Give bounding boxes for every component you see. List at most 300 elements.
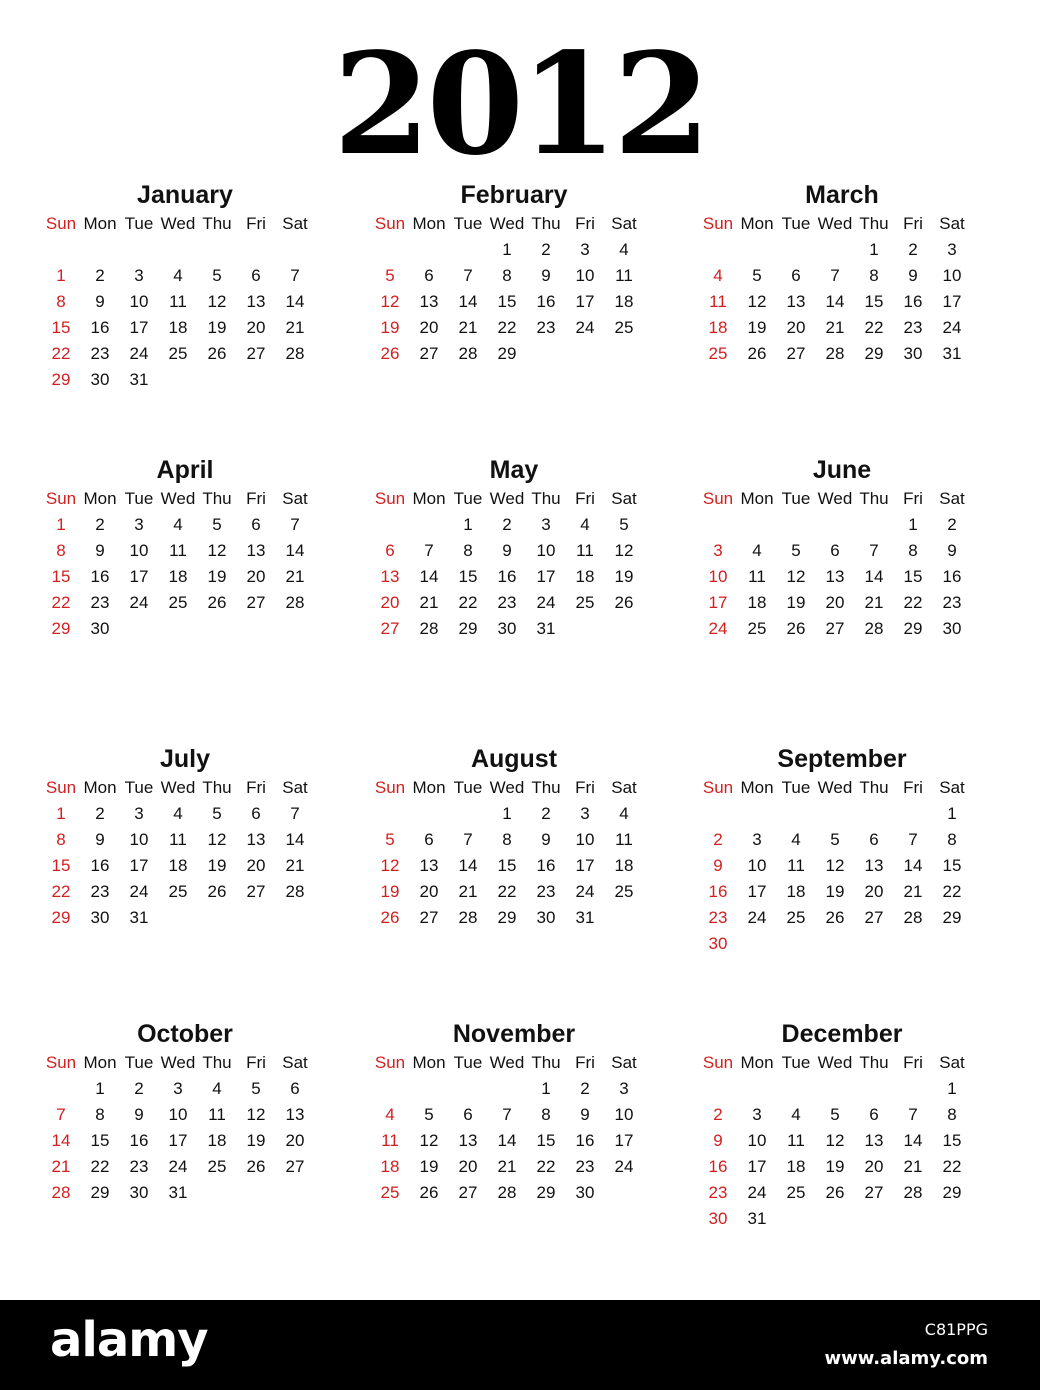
day-cell: 11 <box>709 292 727 311</box>
day-cell: 7 <box>908 1105 918 1124</box>
weekday-label: Sat <box>939 489 965 508</box>
weekday-label: Fri <box>575 778 595 797</box>
day-cell: 9 <box>580 1105 590 1124</box>
day-cell: 2 <box>541 804 551 823</box>
day-cell: 20 <box>246 318 266 337</box>
day-cell: 30 <box>708 1209 728 1228</box>
day-cell: 8 <box>56 830 66 849</box>
day-cell: 21 <box>497 1157 517 1176</box>
week-row <box>702 931 982 957</box>
day-cell: 31 <box>129 908 149 927</box>
week-row <box>45 827 325 853</box>
weekday-header <box>45 486 325 512</box>
day-cell: 28 <box>864 619 884 638</box>
day-cell: 3 <box>947 240 957 259</box>
day-cell: 14 <box>458 292 478 311</box>
week-row <box>374 315 654 341</box>
day-cell: 11 <box>787 856 805 875</box>
weekday-label: Sun <box>374 778 406 797</box>
day-cell: 8 <box>56 292 66 311</box>
day-cell: 9 <box>95 292 105 311</box>
day-cell: 1 <box>947 1079 957 1098</box>
day-cell: 17 <box>536 567 556 586</box>
weekday-label: Fri <box>575 489 595 508</box>
day-cell: 25 <box>708 344 728 363</box>
weekday-label: Thu <box>859 778 889 797</box>
day-cell: 16 <box>90 856 110 875</box>
day-cell: 15 <box>497 292 517 311</box>
weekday-label: Wed <box>160 214 196 233</box>
weekday-label: Sun <box>45 214 77 233</box>
day-cell: 28 <box>497 1183 517 1202</box>
watermark-bar <box>0 1300 1040 1390</box>
alamy-logo: alamy <box>50 1312 208 1368</box>
day-cell: 15 <box>497 856 517 875</box>
month-name: June <box>812 456 872 484</box>
weekday-label: Sat <box>282 778 308 797</box>
weekday-label: Fri <box>903 778 923 797</box>
day-cell: 11 <box>787 1131 805 1150</box>
day-cell: 16 <box>497 567 517 586</box>
weekday-header <box>374 1050 654 1076</box>
day-cell: 9 <box>134 1105 144 1124</box>
day-cell: 14 <box>497 1131 517 1150</box>
week-row <box>45 1154 325 1180</box>
weekday-label: Fri <box>903 214 923 233</box>
day-cell: 17 <box>747 1157 767 1176</box>
month-name: March <box>805 181 879 209</box>
week-row <box>374 1102 654 1128</box>
weekday-label: Fri <box>246 214 266 233</box>
week-row <box>45 1076 325 1102</box>
day-cell: 8 <box>56 541 66 560</box>
day-cell: 6 <box>290 1079 300 1098</box>
week-row <box>45 341 325 367</box>
day-cell: 10 <box>708 567 728 586</box>
week-row <box>45 1128 325 1154</box>
day-cell: 30 <box>90 619 110 638</box>
weekday-label: Sat <box>939 778 965 797</box>
day-cell: 14 <box>903 1131 923 1150</box>
day-cell: 21 <box>285 567 305 586</box>
weekday-label: Sat <box>282 489 308 508</box>
day-cell: 10 <box>942 266 962 285</box>
week-row <box>702 1180 982 1206</box>
week-row <box>702 237 982 263</box>
day-cell: 17 <box>575 292 595 311</box>
weekday-label: Tue <box>781 778 811 797</box>
day-cell: 29 <box>497 344 517 363</box>
day-cell: 30 <box>497 619 517 638</box>
day-cell: 15 <box>51 856 71 875</box>
day-cell: 8 <box>869 266 879 285</box>
weekday-label: Thu <box>531 1053 561 1072</box>
day-cell: 29 <box>903 619 923 638</box>
day-cell: 6 <box>869 830 879 849</box>
day-cell: 26 <box>825 908 845 927</box>
weekday-label: Tue <box>781 214 811 233</box>
day-cell: 23 <box>90 593 110 612</box>
weekday-label: Mon <box>412 214 446 233</box>
day-cell: 5 <box>424 1105 434 1124</box>
day-cell: 8 <box>95 1105 105 1124</box>
day-cell: 28 <box>51 1183 71 1202</box>
week-row <box>45 616 325 642</box>
day-cell: 26 <box>380 908 400 927</box>
weekday-label: Thu <box>531 778 561 797</box>
day-cell: 14 <box>285 830 305 849</box>
day-cell: 29 <box>51 370 71 389</box>
weekday-label: Tue <box>124 778 154 797</box>
day-cell: 3 <box>619 1079 629 1098</box>
day-cell: 2 <box>95 804 105 823</box>
day-cell: 9 <box>713 856 723 875</box>
day-cell: 16 <box>536 856 556 875</box>
day-cell: 12 <box>207 292 227 311</box>
day-cell: 22 <box>497 882 517 901</box>
day-cell: 29 <box>864 344 884 363</box>
day-cell: 25 <box>614 318 634 337</box>
week-row <box>374 827 654 853</box>
day-cell: 30 <box>90 370 110 389</box>
day-cell: 2 <box>908 240 918 259</box>
day-cell: 7 <box>56 1105 66 1124</box>
day-cell: 12 <box>786 567 806 586</box>
day-cell: 29 <box>90 1183 110 1202</box>
day-cell: 29 <box>51 619 71 638</box>
day-cell: 15 <box>458 567 478 586</box>
weekday-label: Wed <box>160 778 196 797</box>
week-row <box>702 564 982 590</box>
day-cell: 14 <box>419 567 439 586</box>
day-cell: 1 <box>947 804 957 823</box>
day-cell: 12 <box>380 856 400 875</box>
day-cell: 3 <box>713 541 723 560</box>
day-cell: 3 <box>173 1079 183 1098</box>
weekday-label: Thu <box>859 1053 889 1072</box>
day-cell: 5 <box>385 830 395 849</box>
day-cell: 23 <box>708 908 728 927</box>
day-cell: 28 <box>285 593 305 612</box>
day-cell: 2 <box>947 515 957 534</box>
day-cell: 1 <box>908 515 918 534</box>
week-row <box>702 512 982 538</box>
day-cell: 23 <box>708 1183 728 1202</box>
weekday-label: Thu <box>202 214 232 233</box>
day-cell: 16 <box>942 567 962 586</box>
day-cell: 14 <box>51 1131 71 1150</box>
day-cell: 17 <box>614 1131 634 1150</box>
weekday-label: Tue <box>453 214 483 233</box>
day-cell: 3 <box>134 515 144 534</box>
day-cell: 9 <box>713 1131 723 1150</box>
day-cell: 22 <box>51 882 71 901</box>
day-cell: 7 <box>908 830 918 849</box>
day-cell: 19 <box>207 567 227 586</box>
day-cell: 6 <box>251 266 261 285</box>
day-cell: 9 <box>502 541 512 560</box>
day-cell: 9 <box>95 541 105 560</box>
day-cell: 19 <box>786 593 806 612</box>
day-cell: 28 <box>903 908 923 927</box>
weekday-label: Mon <box>83 1053 117 1072</box>
weekday-label: Mon <box>740 214 774 233</box>
day-cell: 31 <box>168 1183 188 1202</box>
day-cell: 3 <box>134 266 144 285</box>
day-cell: 28 <box>458 908 478 927</box>
day-cell: 15 <box>942 856 962 875</box>
week-row <box>374 564 654 590</box>
day-cell: 8 <box>463 541 473 560</box>
day-cell: 16 <box>536 292 556 311</box>
weekday-header <box>702 1050 982 1076</box>
day-cell: 29 <box>942 1183 962 1202</box>
day-cell: 24 <box>575 882 595 901</box>
week-row <box>374 801 654 827</box>
day-cell: 8 <box>947 1105 957 1124</box>
day-cell: 18 <box>786 882 806 901</box>
weekday-label: Sat <box>282 214 308 233</box>
day-cell: 28 <box>825 344 845 363</box>
weekday-label: Sat <box>611 778 637 797</box>
week-row <box>702 538 982 564</box>
weekday-label: Thu <box>859 489 889 508</box>
day-cell: 29 <box>458 619 478 638</box>
day-cell: 26 <box>207 593 227 612</box>
day-cell: 5 <box>212 266 222 285</box>
weekday-label: Sat <box>939 1053 965 1072</box>
weekday-label: Fri <box>246 778 266 797</box>
day-cell: 26 <box>614 593 634 612</box>
day-cell: 11 <box>576 541 594 560</box>
day-cell: 21 <box>903 882 923 901</box>
weekday-label: Mon <box>412 778 446 797</box>
day-cell: 15 <box>942 1131 962 1150</box>
day-cell: 19 <box>380 882 400 901</box>
day-cell: 25 <box>168 344 188 363</box>
day-cell: 21 <box>903 1157 923 1176</box>
day-cell: 13 <box>380 567 400 586</box>
day-cell: 16 <box>90 567 110 586</box>
week-row <box>374 1128 654 1154</box>
day-cell: 27 <box>246 593 266 612</box>
day-cell: 27 <box>246 882 266 901</box>
day-cell: 24 <box>536 593 556 612</box>
day-cell: 10 <box>575 266 595 285</box>
day-cell: 23 <box>903 318 923 337</box>
day-cell: 6 <box>385 541 395 560</box>
weekday-label: Mon <box>740 778 774 797</box>
day-cell: 17 <box>129 856 149 875</box>
week-row <box>45 237 325 263</box>
week-row <box>374 289 654 315</box>
week-row <box>374 512 654 538</box>
day-cell: 31 <box>129 370 149 389</box>
day-cell: 30 <box>903 344 923 363</box>
day-cell: 18 <box>708 318 728 337</box>
weekday-label: Wed <box>817 489 853 508</box>
week-row <box>374 879 654 905</box>
month-name: October <box>137 1020 233 1048</box>
day-cell: 13 <box>825 567 845 586</box>
day-cell: 17 <box>168 1131 188 1150</box>
day-cell: 7 <box>424 541 434 560</box>
week-row <box>702 879 982 905</box>
week-row <box>702 1128 982 1154</box>
day-cell: 1 <box>502 804 512 823</box>
day-cell: 8 <box>908 541 918 560</box>
day-cell: 12 <box>380 292 400 311</box>
day-cell: 11 <box>169 292 187 311</box>
day-cell: 3 <box>541 515 551 534</box>
day-cell: 20 <box>246 567 266 586</box>
day-cell: 6 <box>424 266 434 285</box>
day-cell: 22 <box>903 593 923 612</box>
day-cell: 27 <box>419 908 439 927</box>
week-row <box>45 538 325 564</box>
day-cell: 28 <box>419 619 439 638</box>
day-cell: 19 <box>419 1157 439 1176</box>
day-cell: 20 <box>825 593 845 612</box>
weekday-label: Tue <box>453 1053 483 1072</box>
week-row <box>702 827 982 853</box>
day-cell: 5 <box>385 266 395 285</box>
day-cell: 17 <box>129 567 149 586</box>
weekday-label: Wed <box>489 778 525 797</box>
day-cell: 30 <box>575 1183 595 1202</box>
day-cell: 4 <box>619 240 629 259</box>
day-cell: 12 <box>207 830 227 849</box>
week-row <box>702 905 982 931</box>
day-cell: 4 <box>173 515 183 534</box>
day-cell: 10 <box>129 830 149 849</box>
day-cell: 18 <box>614 856 634 875</box>
day-cell: 3 <box>752 830 762 849</box>
weekday-label: Mon <box>412 1053 446 1072</box>
day-cell: 23 <box>942 593 962 612</box>
day-cell: 6 <box>424 830 434 849</box>
day-cell: 20 <box>864 882 884 901</box>
day-cell: 26 <box>419 1183 439 1202</box>
day-cell: 2 <box>95 266 105 285</box>
weekday-label: Sun <box>702 1053 734 1072</box>
month-name: February <box>460 181 568 209</box>
day-cell: 15 <box>90 1131 110 1150</box>
weekday-header <box>702 486 982 512</box>
week-row <box>45 564 325 590</box>
day-cell: 24 <box>129 593 149 612</box>
day-cell: 1 <box>56 804 66 823</box>
day-cell: 14 <box>458 856 478 875</box>
day-cell: 20 <box>458 1157 478 1176</box>
day-cell: 4 <box>173 804 183 823</box>
day-cell: 19 <box>207 856 227 875</box>
week-row <box>374 590 654 616</box>
day-cell: 13 <box>246 541 266 560</box>
day-cell: 4 <box>385 1105 395 1124</box>
day-cell: 12 <box>207 541 227 560</box>
day-cell: 22 <box>51 344 71 363</box>
day-cell: 27 <box>864 1183 884 1202</box>
day-cell: 7 <box>290 804 300 823</box>
day-cell: 17 <box>747 882 767 901</box>
day-cell: 24 <box>614 1157 634 1176</box>
weekday-label: Tue <box>453 778 483 797</box>
weekday-label: Fri <box>903 1053 923 1072</box>
day-cell: 25 <box>207 1157 227 1176</box>
day-cell: 17 <box>942 292 962 311</box>
week-row <box>702 1206 982 1232</box>
day-cell: 3 <box>134 804 144 823</box>
weekday-label: Mon <box>412 489 446 508</box>
weekday-label: Tue <box>453 489 483 508</box>
week-row <box>45 905 325 931</box>
day-cell: 19 <box>246 1131 266 1150</box>
weekday-label: Mon <box>83 778 117 797</box>
day-cell: 14 <box>285 292 305 311</box>
weekday-label: Sun <box>45 778 77 797</box>
week-row <box>702 1154 982 1180</box>
day-cell: 27 <box>285 1157 305 1176</box>
weekday-label: Wed <box>160 1053 196 1072</box>
day-cell: 24 <box>129 882 149 901</box>
weekday-label: Sun <box>45 489 77 508</box>
day-cell: 21 <box>51 1157 71 1176</box>
day-cell: 26 <box>380 344 400 363</box>
day-cell: 22 <box>51 593 71 612</box>
weekday-label: Fri <box>575 214 595 233</box>
day-cell: 12 <box>246 1105 266 1124</box>
day-cell: 2 <box>95 515 105 534</box>
day-cell: 29 <box>51 908 71 927</box>
day-cell: 14 <box>903 856 923 875</box>
day-cell: 16 <box>708 882 728 901</box>
weekday-label: Sun <box>702 778 734 797</box>
day-cell: 23 <box>129 1157 149 1176</box>
day-cell: 4 <box>752 541 762 560</box>
day-cell: 1 <box>56 515 66 534</box>
day-cell: 9 <box>541 830 551 849</box>
day-cell: 29 <box>497 908 517 927</box>
weekday-header <box>374 211 654 237</box>
day-cell: 25 <box>786 1183 806 1202</box>
day-cell: 18 <box>614 292 634 311</box>
day-cell: 25 <box>168 593 188 612</box>
day-cell: 27 <box>825 619 845 638</box>
day-cell: 11 <box>615 830 633 849</box>
day-cell: 31 <box>575 908 595 927</box>
weekday-label: Tue <box>124 214 154 233</box>
day-cell: 23 <box>90 344 110 363</box>
weekday-label: Sat <box>282 1053 308 1072</box>
day-cell: 30 <box>708 934 728 953</box>
day-cell: 26 <box>207 344 227 363</box>
day-cell: 11 <box>169 830 187 849</box>
day-cell: 16 <box>903 292 923 311</box>
day-cell: 5 <box>830 830 840 849</box>
weekday-label: Thu <box>531 214 561 233</box>
day-cell: 9 <box>95 830 105 849</box>
week-row <box>374 263 654 289</box>
weekday-label: Tue <box>124 489 154 508</box>
day-cell: 5 <box>752 266 762 285</box>
weekday-label: Thu <box>202 778 232 797</box>
day-cell: 24 <box>129 344 149 363</box>
day-cell: 1 <box>95 1079 105 1098</box>
day-cell: 8 <box>947 830 957 849</box>
week-row <box>702 853 982 879</box>
weekday-label: Wed <box>489 489 525 508</box>
